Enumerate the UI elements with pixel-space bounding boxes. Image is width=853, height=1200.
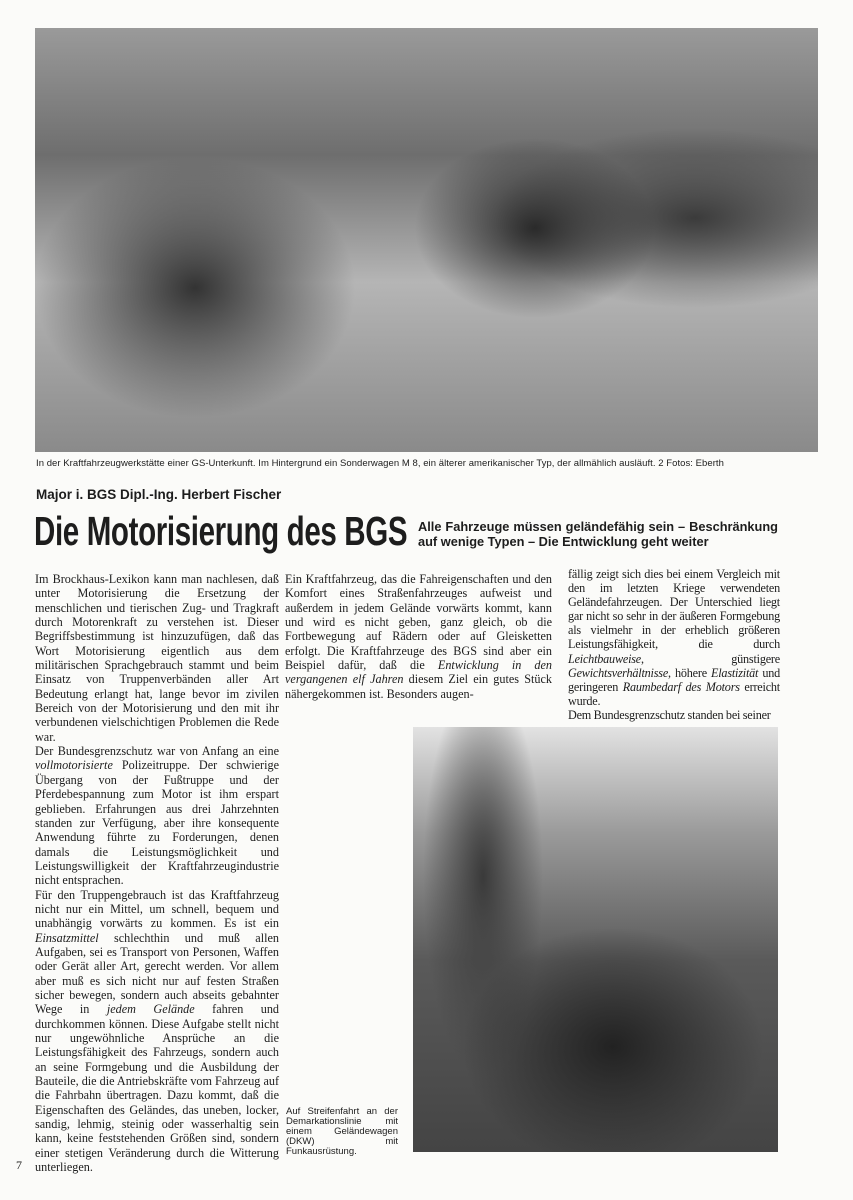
photo-caption-top: In der Kraftfahrzeugwerkstätte einer GS-Unterkunft. Im Hintergrund ein Sonderwagen M 8, ein älterer amerikanischer Typ, der allmählich ausläuft. 2 Fotos: Eberth xyxy=(36,458,724,469)
emphasized-text: Raumbedarf des Motors xyxy=(622,679,740,694)
page-number: 7 xyxy=(16,1158,22,1172)
photo-caption-bottom: Auf Streifenfahrt an der Demarkationslinie mit einem Geländewagen (DKW) mit Funkausrüstung. xyxy=(286,1106,398,1157)
article-paragraph xyxy=(568,567,780,708)
body-text: , günstigere xyxy=(641,651,780,666)
workshop-photo xyxy=(35,28,818,452)
text-column-1 xyxy=(35,572,279,1174)
emphasized-text: Einsatzmittel xyxy=(35,930,99,945)
body-text: erreicht wurde. xyxy=(568,679,780,708)
article-paragraph xyxy=(285,572,552,701)
patrol-jeep-photo xyxy=(413,727,778,1152)
article-paragraph xyxy=(35,572,279,744)
emphasized-text: Leichtbauweise xyxy=(568,651,642,666)
body-text: und geringeren xyxy=(568,665,780,694)
body-text: schlechthin und muß allen Aufgaben, sei es Transport von Personen, Waffen oder Gerät aller Art, gerecht werden. Vor allem aber muß es sich nicht nur auf festen Straßen sicher bewegen, sondern auch abseits gebahnter Wege in xyxy=(35,930,279,1017)
article-paragraph xyxy=(568,708,780,722)
body-text: diesem Ziel ein gutes Stück nähergekommen ist. Besonders augen- xyxy=(285,672,552,701)
text-column-3 xyxy=(568,567,780,722)
emphasized-text: vollmotorisierte xyxy=(35,758,113,773)
article-author: Major i. BGS Dipl.-Ing. Herbert Fischer xyxy=(36,487,282,502)
body-text: , höhere xyxy=(668,665,711,680)
emphasized-text: Entwicklung in den vergangenen elf Jahren xyxy=(285,658,552,687)
body-text: Polizeitruppe. Der schwierige Übergang von der Fußtruppe und der Pferdebespannung zum Motor ist ihm erspart geblieben. Erfahrungen aus drei Jahrzehnten standen zur Verfügung, aber ihre konsequente Anwendung führte zu Forderungen, denen damals die Leistungsmöglichkeit und Leistungswilligkeit der Kraftfahrzeugindustrie nicht entsprachen. xyxy=(35,758,279,888)
body-text: Ein Kraftfahrzeug, das die Fahreigenschaften und den Komfort eines Straßenfahrzeuges aufweist und außerdem in jedem Gelände vorwärts kommt, kann und wird es nicht geben, ganz gleich, ob die Fortbewegung auf Rädern oder auf Gleisketten erfolgt. Die Kraftfahrzeuge des BGS sind aber ein Beispiel dafür, daß die xyxy=(285,572,552,673)
article-title: Die Motorisierung des BGS xyxy=(34,508,408,554)
article-paragraph xyxy=(35,744,279,887)
body-text: Für den Truppengebrauch ist das Kraftfahrzeug nicht nur ein Mittel, um schnell, bequem und unabhängig vorwärts zu kommen. Es ist ein xyxy=(35,887,279,931)
emphasized-text: Gewichtsverhältnisse xyxy=(568,665,669,680)
body-text: Dem Bundesgrenzschutz standen bei seiner xyxy=(568,707,771,722)
body-text: fällig zeigt sich dies bei einem Vergleich mit den im letzten Kriege verwendeten Geländefahrzeugen. Der Unterschied liegt gar nicht so sehr in der äußeren Formgebung als vielmehr in der erheblich größeren Leistungsfähigkeit, die durch xyxy=(568,567,780,652)
body-text: fahren und durchkommen können. Diese Aufgabe stellt nicht nur ungewöhnliche Ansprüche an die Leistungsfähigkeit des Fahrzeugs, sondern auch an seine Formgebung und die Ausbildung der Bauteile, die die Antriebskräfte vom Fahrzeug auf die Fahrbahn übertragen. Dazu kommt, daß die Eigenschaften des Geländes, das uneben, locker, sandig, lehmig, steinig oder wasserhaltig sein kann, keine feststehenden Größen sind, sondern einer stetigen Veränderung durch die Witterung unterliegen. xyxy=(35,1002,280,1175)
article-paragraph xyxy=(35,888,279,1175)
body-text: Im Brockhaus-Lexikon kann man nachlesen, daß unter Motorisierung die Ersetzung der menschlichen und tierischen Zug- und Tragkraft durch Motorenkraft zu verstehen ist. Dieser Begriffsbestimmung ist hinzuzufügen, daß das Wort Motorisierung eigentlich aus dem militärischen Sprachgebrauch stammt und beim Einsatz von Truppenverbänden aller Art Bedeutung erlangt hat, lange bevor im zivilen Bereich von der Motorisierung und den mit ihr verbundenen vielschichtigen Problemen die Rede war. xyxy=(35,572,279,744)
emphasized-text: Elastizität xyxy=(711,665,759,680)
article-subtitle: Alle Fahrzeuge müssen geländefähig sein – Beschränkung auf wenige Typen – Die Entwicklung geht weiter xyxy=(418,519,778,549)
text-column-2 xyxy=(285,572,552,701)
body-text: Der Bundesgrenzschutz war von Anfang an eine xyxy=(35,744,279,759)
emphasized-text: jedem Gelände xyxy=(106,1002,195,1017)
